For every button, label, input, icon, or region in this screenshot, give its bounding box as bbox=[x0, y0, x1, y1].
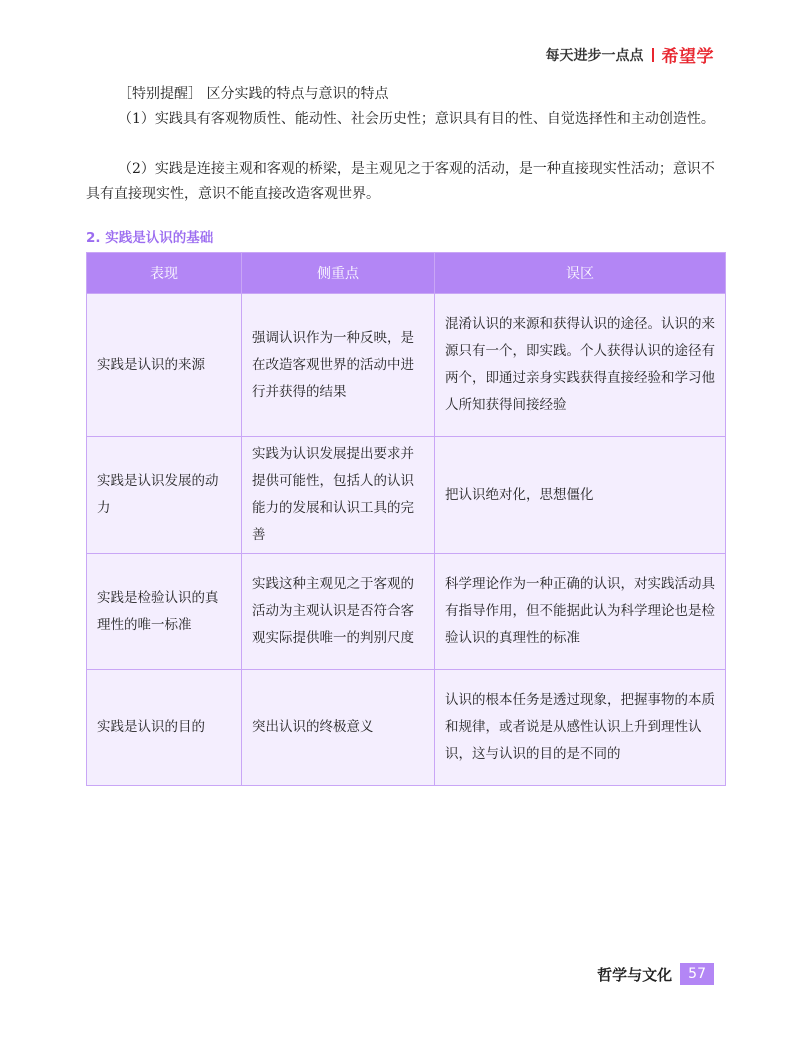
header-cell-misconception: 误区 bbox=[435, 253, 726, 294]
misconception-cell: 科学理论作为一种正确的认识，对实践活动具有指导作用，但不能据此认为科学理论也是检验认识的真理性的标准 bbox=[435, 554, 726, 670]
misconception-cell: 把认识绝对化，思想僵化 bbox=[435, 437, 726, 554]
performance-cell: 实践是检验认识的真理性的唯一标准 bbox=[87, 554, 242, 670]
reminder-paragraph-1: （1）实践具有客观物质性、能动性、社会历史性；意识具有目的性、自觉选择性和主动创造性。 bbox=[118, 111, 715, 127]
header-cell-focus: 侧重点 bbox=[242, 253, 435, 294]
misconception-cell: 混淆认识的来源和获得认识的途径。认识的来源只有一个，即实践。个人获得认识的途径有两个，即通过亲身实践获得直接经验和学习他人所知获得间接经验 bbox=[435, 294, 726, 437]
table-row bbox=[87, 437, 726, 554]
table-row bbox=[87, 294, 726, 437]
header-cell-performance: 表现 bbox=[87, 253, 242, 294]
book-title: 哲学与文化 bbox=[597, 965, 673, 984]
page-footer bbox=[597, 963, 714, 985]
performance-cell: 实践是认识发展的动力 bbox=[87, 437, 242, 554]
table-header-row bbox=[87, 253, 726, 294]
table-row bbox=[87, 670, 726, 786]
section-title: 2. 实践是认识的基础 bbox=[86, 230, 214, 246]
focus-cell: 实践这种主观见之于客观的活动为主观认识是否符合客观实际提供唯一的判别尺度 bbox=[242, 554, 435, 670]
header-divider bbox=[652, 48, 654, 62]
page-number: 57 bbox=[680, 963, 714, 985]
performance-cell: 实践是认识的目的 bbox=[87, 670, 242, 786]
page-header bbox=[546, 42, 715, 67]
header-slogan: 每天进步一点点 bbox=[545, 47, 644, 64]
reminder-paragraph-2: （2）实践是连接主观和客观的桥梁，是主观见之于客观的活动，是一种直接现实性活动；意识不具有直接现实性，意识不能直接改造客观世界。 bbox=[86, 161, 715, 202]
focus-cell: 实践为认识发展提出要求并提供可能性，包括人的认识能力的发展和认识工具的完善 bbox=[242, 437, 435, 554]
knowledge-table bbox=[86, 252, 726, 786]
focus-cell: 突出认识的终极意义 bbox=[242, 670, 435, 786]
table-row bbox=[87, 554, 726, 670]
brand-logo: 希望学 bbox=[661, 47, 714, 67]
focus-cell: 强调认识作为一种反映，是在改造客观世界的活动中进行并获得的结果 bbox=[242, 294, 435, 437]
performance-cell: 实践是认识的来源 bbox=[87, 294, 242, 437]
misconception-cell: 认识的根本任务是透过现象，把握事物的本质和规律，或者说是从感性认识上升到理性认识，这与认识的目的是不同的 bbox=[435, 670, 726, 786]
reminder-title: ［特别提醒］ 区分实践的特点与意识的特点 bbox=[118, 86, 389, 102]
